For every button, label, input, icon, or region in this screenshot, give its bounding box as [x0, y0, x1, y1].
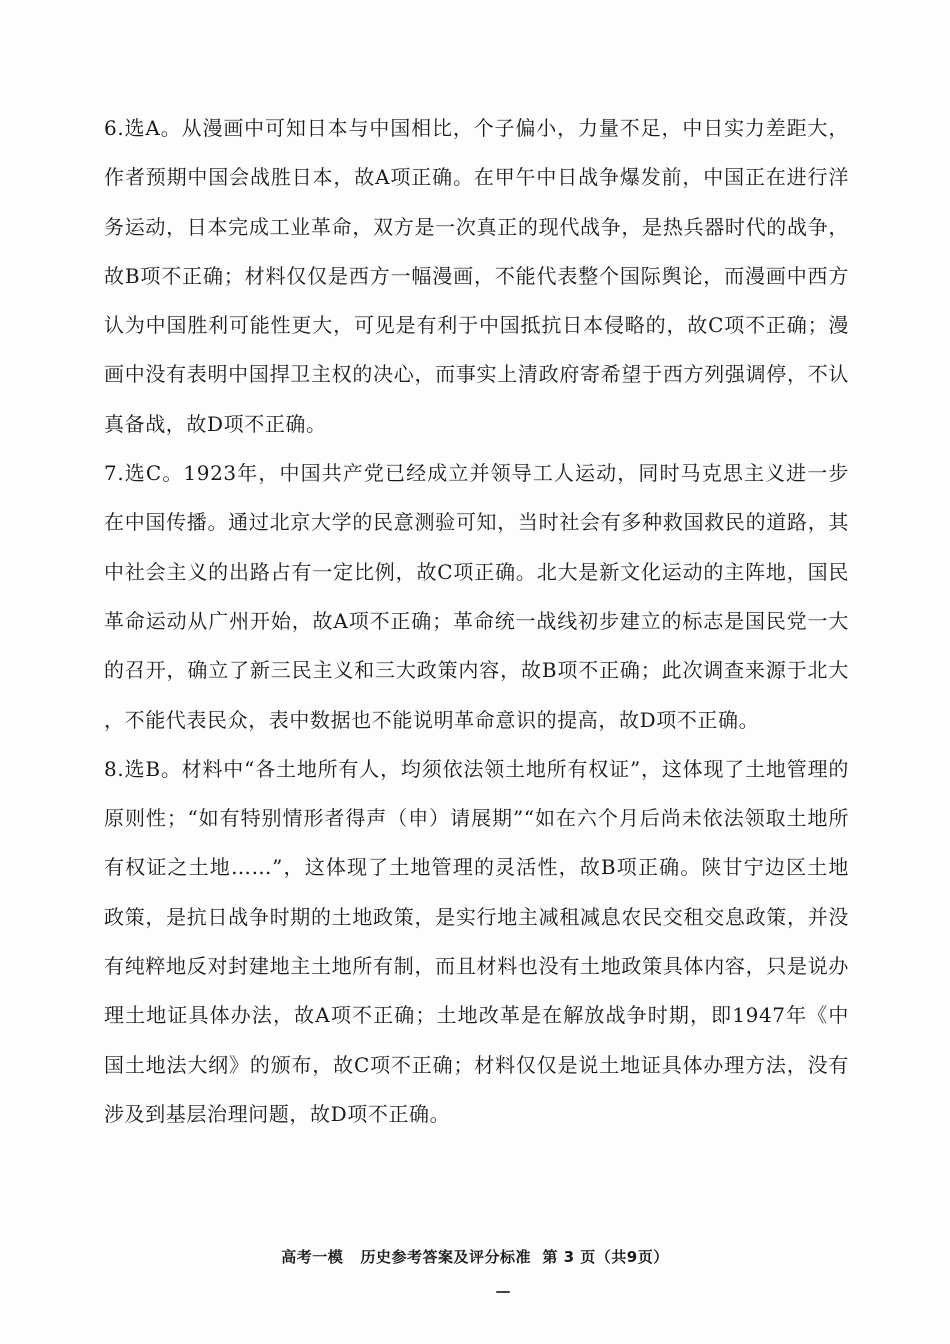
answer-item-7: 7.选C。1923年，中国共产党已经成立并领导工人运动，同时马克思主义进一步在中国传播。通过北京大学的民意测验可知，当时社会有多种救国救民的道路，其中社会主义的出路占有一定比例，故C项正确。北大是新文化运动的主阵地，国民革命运动从广州开始，故A项不正确；革命统一战线初步建立的标志是国民党一大的召开，确立了新三民主义和三大政策内容，故B项不正确；此次调查来源于北大，不能代表民众，表中数据也不能说明革命意识的提高，故D项不正确。 [104, 461, 849, 732]
scan-mark [496, 1291, 510, 1293]
answer-section [104, 104, 849, 1139]
footer-subject: 历史参考答案及评分标准 [360, 1248, 531, 1266]
answer-item-8: 8.选B。材料中“各土地所有人，均须依法领土地所有权证”，这体现了土地管理的原则性；“如有特别情形者得声（申）请展期”“如在六个月后尚未依法领取土地所有权证之土地……”，这体现了土地管理的灵活性，故B项正确。陕甘宁边区土地政策，是抗日战争时期的土地政策，是实行地主减租减息农民交租交息政策，并没有纯粹地反对封建地主土地所有制，而且材料也没有土地政策具体内容，只是说办理土地证具体办法，故A项不正确；土地改革是在解放战争时期，即1947年《中国土地法大纲》的颁布，故C项不正确；材料仅仅是说土地证具体办理方法，没有涉及到基层治理问题，故D项不正确。 [104, 756, 849, 1126]
footer-page-number: 第 3 页（共9页） [542, 1248, 669, 1266]
page-footer [0, 1246, 950, 1267]
footer-exam-name: 高考一模 [281, 1248, 344, 1266]
answer-item-6: 6.选A。从漫画中可知日本与中国相比，个子偏小，力量不足，中日实力差距大，作者预期中国会战胜日本，故A项正确。在甲午中日战争爆发前，中国正在进行洋务运动，日本完成工业革命，双方是一次真正的现代战争，是热兵器时代的战争，故B项不正确；材料仅仅是西方一幅漫画，不能代表整个国际舆论，而漫画中西方认为中国胜利可能性更大，可见是有利于中国抵抗日本侵略的，故C项不正确；漫画中没有表明中国捍卫主权的决心，而事实上清政府寄希望于西方列强调停，不认真备战，故D项不正确。 [104, 116, 849, 436]
